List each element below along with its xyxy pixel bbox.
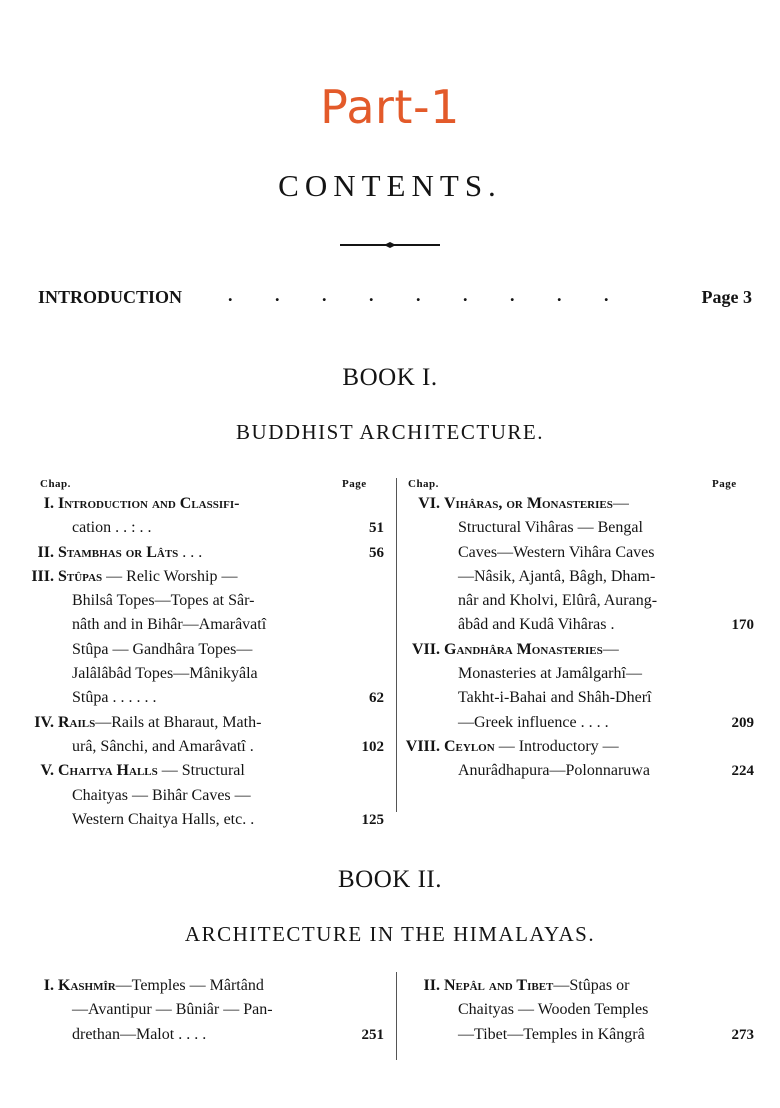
chapter-page-number: 209 xyxy=(731,714,754,731)
book1-left-page-header: Page xyxy=(342,478,367,490)
chapter-title: Ceylon xyxy=(444,737,495,755)
chapter-subtopics-line: Chaityas — Bihâr Caves — xyxy=(72,786,251,804)
introduction-page: Page 3 xyxy=(701,287,752,307)
book1-subtitle: BUDDHIST ARCHITECTURE. xyxy=(236,420,544,444)
chapter-page-number: 56 xyxy=(369,544,384,561)
chapter-subtopics-line: cation . . : . . xyxy=(72,519,152,537)
chapter-number: IV. xyxy=(34,713,54,731)
chapter-title-tail: —Temples — Mârtând xyxy=(115,977,264,994)
toc-entry xyxy=(18,974,384,1047)
chapter-number: II. xyxy=(423,977,440,994)
chapter-subtopics-line: Takht-i-Bahai and Shâh-Dherî xyxy=(458,689,652,707)
part-label: Part-1 xyxy=(320,80,460,134)
chapter-subtopics-line: Monasteries at Jamâlgarhî— xyxy=(458,665,642,683)
chapter-page-number: 125 xyxy=(361,811,384,828)
book1-left-chap-header: Chap. xyxy=(40,478,71,490)
chapter-subtopics-line: —Tibet—Temples in Kângrâ xyxy=(458,1025,645,1043)
chapter-title-tail: —Stûpas or xyxy=(553,977,630,994)
introduction-label: INTRODUCTION xyxy=(38,287,183,307)
chapter-description xyxy=(58,974,384,1047)
chapter-subtopics-line: Anurâdhapura—Polonnaruwa xyxy=(458,762,650,780)
chapter-subtopics-line: Stûpa — Gandhâra Topes— xyxy=(72,640,253,658)
toc-entry xyxy=(18,711,384,760)
chapter-title: Vihâras, or Monasteries xyxy=(444,495,613,512)
chapter-number: VII. xyxy=(411,640,440,658)
chapter-number: III. xyxy=(31,567,54,585)
chapter-page-number: 170 xyxy=(731,617,754,634)
introduction-row xyxy=(38,287,756,313)
chapter-subtopics-line: âbâd and Kudâ Vihâras . xyxy=(458,616,615,634)
chapter-number: V. xyxy=(40,762,54,780)
chapter-title-tail: — Introductory — xyxy=(494,737,619,755)
chapter-subtopics-line: Chaityas — Wooden Temples xyxy=(458,1001,649,1019)
chapter-subtopics-line: —Greek influence . . . . xyxy=(458,713,609,731)
introduction-leader-dots: . . . . . . . . . xyxy=(228,285,628,305)
toc-entry xyxy=(404,735,754,784)
book1-left-column xyxy=(18,492,384,832)
chapter-title-tail: — Relic Worship — xyxy=(102,567,238,585)
chapter-title: Stûpas xyxy=(58,567,103,585)
chapter-description xyxy=(444,492,754,638)
chapter-description xyxy=(58,492,384,541)
chapter-title-tail: — xyxy=(602,640,619,658)
toc-entry xyxy=(18,541,384,565)
chapter-number: I. xyxy=(43,977,54,994)
toc-entry xyxy=(404,638,754,735)
chapter-description xyxy=(58,759,384,832)
chapter-subtopics-line: Structural Vihâras — Bengal xyxy=(458,519,643,537)
chapter-subtopics-line: nâr and Kholvi, Elûrâ, Aurang- xyxy=(458,592,658,610)
chapter-title: Nepâl and Tibet xyxy=(444,977,554,994)
chapter-subtopics-line: —Nâsik, Ajantâ, Bâgh, Dham- xyxy=(458,567,656,585)
toc-entry xyxy=(18,759,384,832)
chapter-description xyxy=(58,711,384,760)
chapter-description xyxy=(444,735,754,784)
chapter-title-tail: —Rails at Bharaut, Math- xyxy=(95,713,262,731)
book2-subtitle: ARCHITECTURE IN THE HIMALAYAS. xyxy=(184,922,596,946)
chapter-subtopics-line: Bhilsâ Topes—Topes at Sâr- xyxy=(72,592,255,610)
chapter-title-tail: — xyxy=(612,495,629,512)
ornament-divider-icon xyxy=(340,242,440,248)
chapter-title: Rails xyxy=(58,713,96,731)
chapter-subtopics-line: Caves—Western Vihâra Caves xyxy=(458,543,655,561)
chapter-subtopics-line: drethan—Malot . . . . xyxy=(72,1025,207,1043)
chapter-page-number: 224 xyxy=(731,763,754,780)
chapter-page-number: 102 xyxy=(361,738,384,755)
chapter-title: Chaitya Halls xyxy=(58,762,158,780)
chapter-number: VI. xyxy=(418,495,440,512)
chapter-subtopics-line: nâth and in Bihâr—Amarâvatî xyxy=(72,616,267,634)
chapter-subtopics-line: Jalâlâbâd Topes—Mânikyâla xyxy=(72,665,258,683)
chapter-title: Introduction and Classifi- xyxy=(58,495,240,512)
book1-title: BOOK I. xyxy=(342,364,438,391)
book2-title: BOOK II. xyxy=(338,866,442,893)
book2-left-column xyxy=(18,974,384,1047)
chapter-title: Gandhâra Monasteries xyxy=(444,640,603,658)
toc-entry xyxy=(404,974,754,1047)
book1-right-chap-header: Chap. xyxy=(408,478,439,490)
chapter-page-number: 251 xyxy=(361,1026,384,1043)
chapter-description xyxy=(444,974,754,1047)
book2-column-divider xyxy=(396,972,397,1060)
chapter-description xyxy=(58,541,384,565)
chapter-page-number: 51 xyxy=(369,520,384,537)
chapter-number: I. xyxy=(43,495,54,512)
toc-entry xyxy=(18,565,384,711)
chapter-number: II. xyxy=(37,543,54,561)
chapter-subtopics-line: Western Chaitya Halls, etc. . xyxy=(72,810,255,828)
chapter-title: Stambhas or Lâts xyxy=(58,543,179,561)
chapter-description xyxy=(444,638,754,735)
chapter-title: Kashmîr xyxy=(58,977,116,994)
toc-entry xyxy=(404,492,754,638)
book1-column-divider xyxy=(396,478,397,812)
book2-right-column xyxy=(404,974,754,1047)
chapter-title-tail: — Structural xyxy=(157,762,245,780)
toc-entry xyxy=(18,492,384,541)
chapter-subtopics-line: —Avantipur — Bûniâr — Pan- xyxy=(72,1001,273,1019)
chapter-page-number: 273 xyxy=(731,1026,754,1043)
contents-title: CONTENTS. xyxy=(278,168,502,203)
chapter-title-tail: . . . xyxy=(178,543,203,561)
book1-right-page-header: Page xyxy=(712,478,737,490)
chapter-subtopics-line: Stûpa . . . . . . xyxy=(72,689,157,707)
chapter-page-number: 62 xyxy=(369,690,384,707)
chapter-number: VIII. xyxy=(405,737,440,755)
book1-right-column xyxy=(404,492,754,784)
chapter-subtopics-line: urâ, Sânchi, and Amarâvatî . xyxy=(72,737,254,755)
chapter-description xyxy=(58,565,384,711)
